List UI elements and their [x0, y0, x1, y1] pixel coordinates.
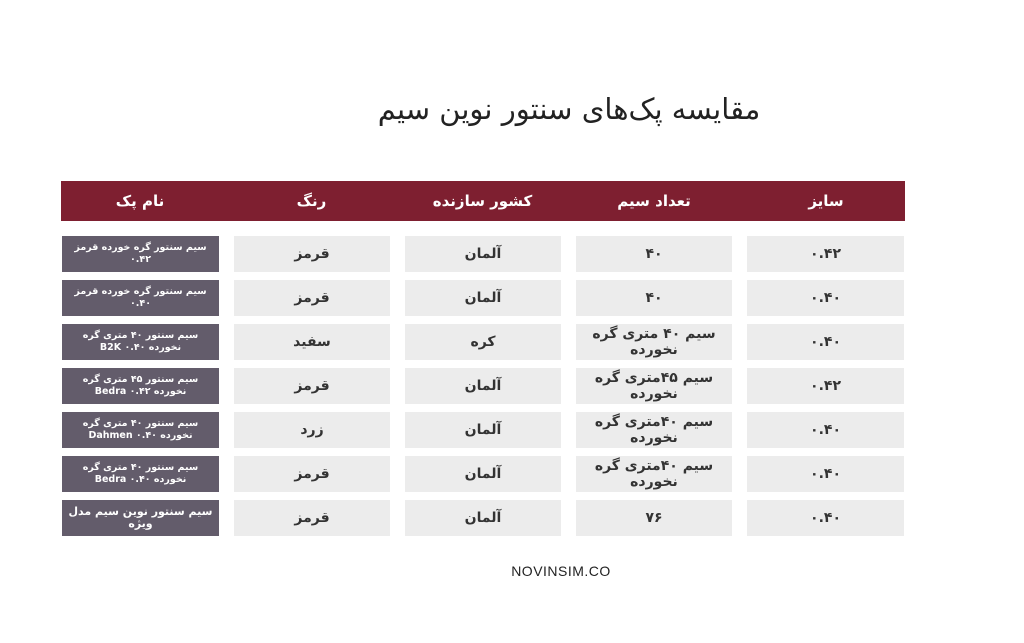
- cell-size: ۰.۴۲: [747, 368, 904, 404]
- cell-pack-name: سیم سنتور ۴۵ متری گره نخورده Bedra ۰.۴۲: [62, 368, 219, 404]
- cell-color: زرد: [234, 412, 390, 448]
- cell-pack-name: سیم سنتور ۴۰ متری گره نخورده ۰.۴۰ B2K: [62, 324, 219, 360]
- cell-country: آلمان: [405, 280, 561, 316]
- cell-country: آلمان: [405, 500, 561, 536]
- cell-size: ۰.۴۰: [747, 324, 904, 360]
- cell-country: کره: [405, 324, 561, 360]
- cell-pack-name: سیم سنتور ۴۰ متری گره نخورده Dahmen ۰.۴۰: [62, 412, 219, 448]
- cell-color: قرمز: [234, 236, 390, 272]
- table-row: [0, 324, 1024, 360]
- cell-count: سیم ۴۰ متری گره نخورده: [576, 324, 732, 360]
- header-country: کشور سازنده: [432, 192, 533, 210]
- cell-size: ۰.۴۲: [747, 236, 904, 272]
- cell-size: ۰.۴۰: [747, 456, 904, 492]
- page-title: مقایسه پک‌های سنتور نوین سیم: [377, 92, 761, 126]
- cell-country: آلمان: [405, 456, 561, 492]
- cell-count: سیم ۴۰متری گره نخورده: [576, 412, 732, 448]
- cell-count: ۴۰: [576, 236, 732, 272]
- table-header: [61, 181, 905, 221]
- cell-count: ۴۰: [576, 280, 732, 316]
- cell-pack-name: سیم سنتور نوین سیم مدل ویژه: [62, 500, 219, 536]
- cell-country: آلمان: [405, 236, 561, 272]
- cell-color: سفید: [234, 324, 390, 360]
- cell-count: سیم ۴۵متری گره نخورده: [576, 368, 732, 404]
- cell-count: سیم ۴۰متری گره نخورده: [576, 456, 732, 492]
- cell-country: آلمان: [405, 368, 561, 404]
- cell-pack-name: سیم سنتور گره خورده قرمز ۰.۴۲: [62, 236, 219, 272]
- cell-size: ۰.۴۰: [747, 280, 904, 316]
- cell-color: قرمز: [234, 280, 390, 316]
- header-name: نام پک: [115, 192, 165, 210]
- table-row: [0, 236, 1024, 272]
- cell-size: ۰.۴۰: [747, 412, 904, 448]
- footer-website: NOVINSIM.CO: [511, 563, 611, 579]
- header-size: سایز: [808, 192, 844, 210]
- cell-color: قرمز: [234, 368, 390, 404]
- cell-count: ۷۶: [576, 500, 732, 536]
- cell-country: آلمان: [405, 412, 561, 448]
- table-row: [0, 368, 1024, 404]
- table-row: [0, 500, 1024, 536]
- header-color: رنگ: [296, 192, 327, 210]
- cell-pack-name: سیم سنتور ۴۰ متری گره نخورده Bedra ۰.۴۰: [62, 456, 219, 492]
- cell-size: ۰.۴۰: [747, 500, 904, 536]
- cell-color: قرمز: [234, 456, 390, 492]
- table-row: [0, 280, 1024, 316]
- table-row: [0, 456, 1024, 492]
- table-row: [0, 412, 1024, 448]
- cell-pack-name: سیم سنتور گره خورده قرمز ۰.۴۰: [62, 280, 219, 316]
- cell-color: قرمز: [234, 500, 390, 536]
- header-count: تعداد سیم: [617, 192, 691, 210]
